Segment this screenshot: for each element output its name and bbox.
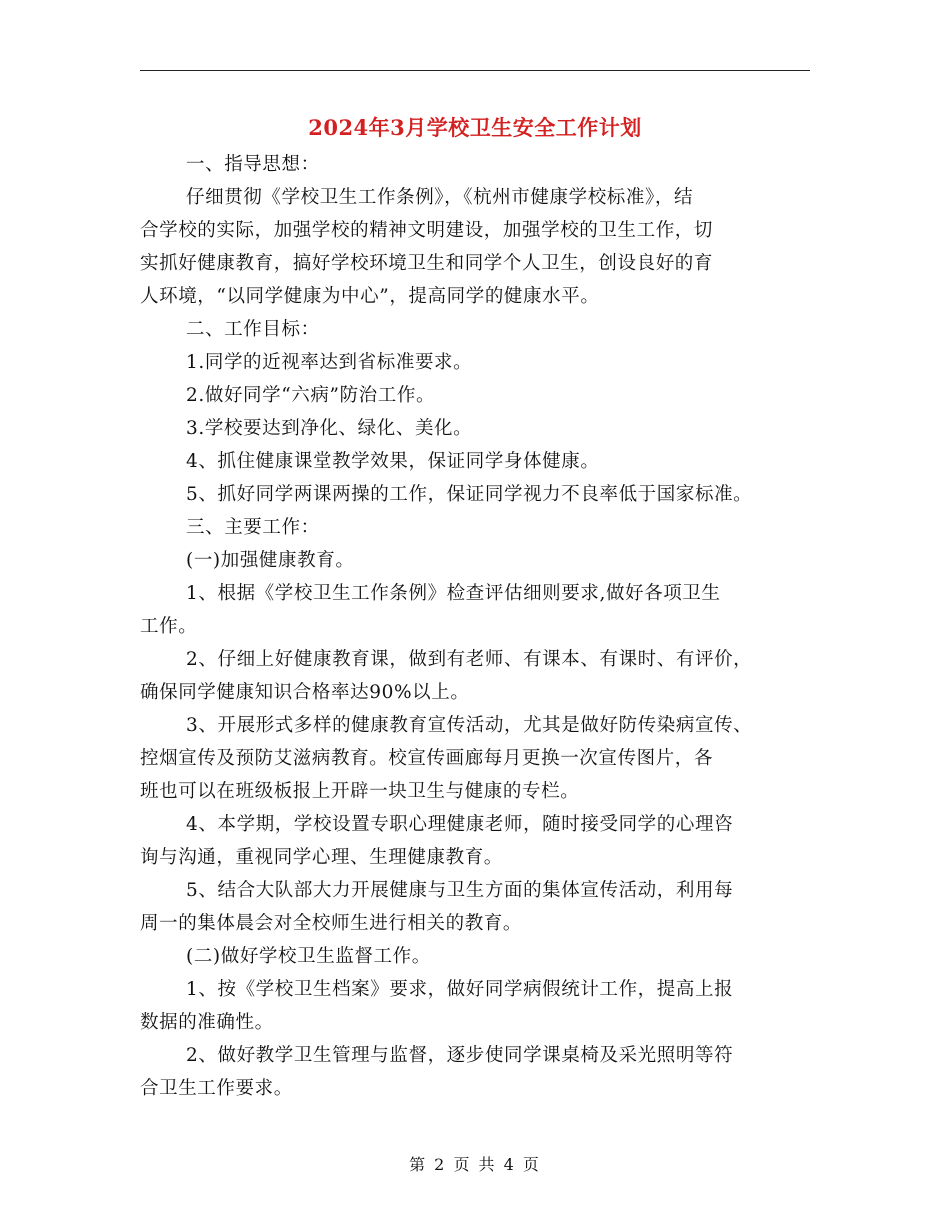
document-title: 2024年3月学校卫生安全工作计划	[308, 115, 642, 140]
text-line: 2、做好教学卫生管理与监督，逐步使同学课桌椅及采光照明等符	[186, 1045, 734, 1066]
text-line: 周一的集体晨会对全校师生进行相关的教育。	[140, 913, 523, 934]
text-line: 2.做好同学“六病”防治工作。	[186, 385, 436, 406]
text-line: 5、结合大队部大力开展健康与卫生方面的集体宣传活动，利用每	[186, 880, 734, 901]
text-line: 控烟宣传及预防艾滋病教育。校宣传画廊每月更换一次宣传图片，各	[140, 748, 714, 769]
text-line: 二、工作目标：	[186, 319, 320, 340]
text-line: 5、抓好同学两课两操的工作，保证同学视力不良率低于国家标准。	[186, 484, 753, 505]
text-line: 4、抓住健康课堂教学效果，保证同学身体健康。	[186, 451, 600, 472]
header-rule	[140, 70, 810, 71]
text-line: 3.学校要达到净化、绿化、美化。	[186, 418, 473, 439]
text-line: 1、按《学校卫生档案》要求，做好同学病假统计工作，提高上报	[186, 979, 734, 1000]
text-line: 确保同学健康知识合格率达90%以上。	[140, 682, 470, 703]
text-line: 4、本学期，学校设置专职心理健康老师，随时接受同学的心理咨	[186, 814, 734, 835]
text-line: 3、开展形式多样的健康教育宣传活动，尤其是做好防传染病宣传、	[186, 715, 753, 736]
text-line: 1.同学的近视率达到省标准要求。	[186, 352, 473, 373]
document-body	[140, 148, 810, 1105]
text-line: 合学校的实际，加强学校的精神文明建设，加强学校的卫生工作，切	[140, 220, 714, 241]
text-line: 仔细贯彻《学校卫生工作条例》，《杭州市健康学校标准》，结	[186, 187, 694, 208]
text-line: 1、根据《学校卫生工作条例》检查评估细则要求,做好各项卫生	[186, 583, 721, 604]
text-line: 数据的准确性。	[140, 1012, 274, 1033]
text-line: (一)加强健康教育。	[186, 550, 355, 571]
page-footer: 第 2 页 共 4 页	[409, 1155, 541, 1174]
text-line: 三、主要工作：	[186, 517, 320, 538]
text-line: 实抓好健康教育，搞好学校环境卫生和同学个人卫生，创设良好的育	[140, 253, 714, 274]
text-line: 工作。	[140, 616, 198, 637]
text-line: 合卫生工作要求。	[140, 1078, 293, 1099]
text-line: 2、仔细上好健康教育课，做到有老师、有课本、有课时、有评价，	[186, 649, 753, 670]
text-line: 一、指导思想：	[186, 154, 320, 175]
text-line: 班也可以在班级板报上开辟一块卫生与健康的专栏。	[140, 781, 580, 802]
text-line: (二)做好学校卫生监督工作。	[186, 946, 431, 967]
text-line: 人环境，“以同学健康为中心”，提高同学的健康水平。	[140, 286, 600, 307]
text-line: 询与沟通，重视同学心理、生理健康教育。	[140, 847, 503, 868]
